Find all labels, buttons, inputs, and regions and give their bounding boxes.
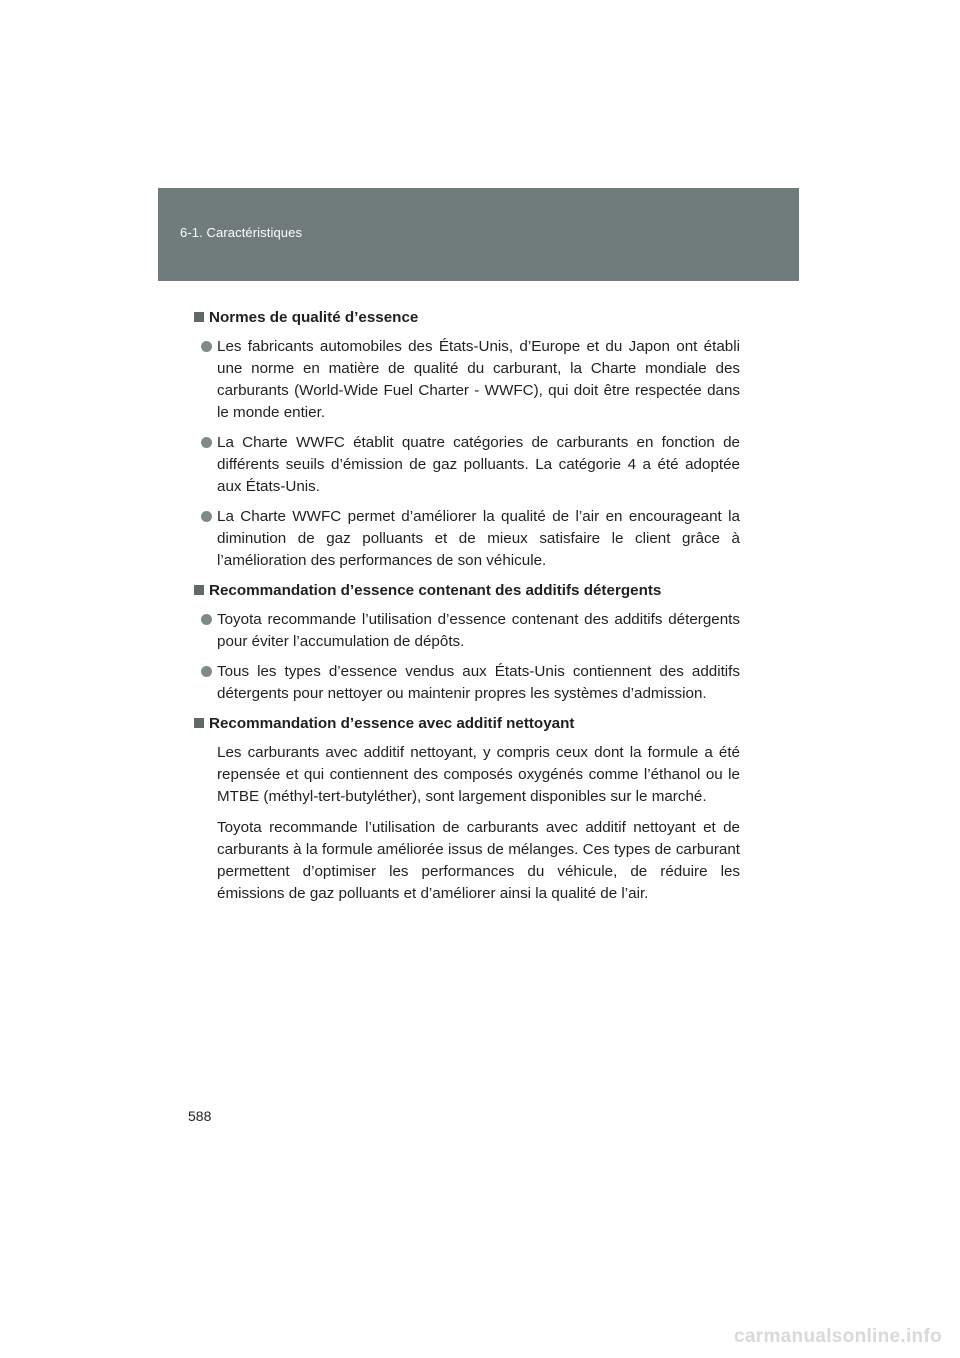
body-paragraph: Les carburants avec additif nettoyant, y compris ceux dont la formule a été repensée et qui contiennent des composés oxygénés comme l’éthanol ou le MTBE (méthyl-tert-butyléther), sont largement disponibles sur le marché. <box>217 744 740 805</box>
page-number: 588 <box>188 1108 212 1124</box>
bullet-text: Les fabricants automobiles des États-Unis, d’Europe et du Japon ont établi une norme en matière de qualité du carburant, la Charte mondiale des carburants (World-Wide Fuel Charter - WWFC), qui doit être respectée dans le monde entier. <box>217 338 740 421</box>
square-bullet-icon <box>194 718 204 728</box>
section-heading-text: Normes de qualité d’essence <box>209 309 419 326</box>
bullet-text: Toyota recommande l’utilisation d’essence contenant des additifs détergents pour éviter l’accumulation de dépôts. <box>217 611 740 650</box>
body-paragraph: Toyota recommande l’utilisation de carburants avec additif nettoyant et de carburants à la formule améliorée issus de mélanges. Ces types de carburant permettent d’optimiser les performances du véhicule, de réduire les émissions de gaz polluants et d’améliorer ainsi la qualité de l’air. <box>217 819 740 902</box>
circle-bullet-icon <box>201 511 212 522</box>
bullet-item <box>194 432 740 498</box>
chapter-header-band <box>158 188 799 281</box>
section-heading <box>194 713 740 735</box>
bullet-text: La Charte WWFC établit quatre catégories de carburants en fonction de différents seuils d’émission de gaz polluants. La catégorie 4 a été adoptée aux États-Unis. <box>217 434 740 495</box>
bullet-item <box>194 506 740 572</box>
page-content <box>194 307 740 914</box>
circle-bullet-icon <box>201 666 212 677</box>
watermark-text: carmanualsonline.info <box>734 1326 942 1347</box>
bullet-text: Tous les types d’essence vendus aux États-Unis contiennent des additifs détergents pour nettoyer ou maintenir propres les systèmes d’admission. <box>217 663 740 702</box>
section-heading-text: Recommandation d’essence contenant des additifs détergents <box>209 582 662 599</box>
section-heading-text: Recommandation d’essence avec additif nettoyant <box>209 715 575 732</box>
circle-bullet-icon <box>201 341 212 352</box>
bullet-item <box>194 609 740 653</box>
square-bullet-icon <box>194 585 204 595</box>
bullet-item <box>194 336 740 424</box>
section-heading <box>194 307 740 329</box>
square-bullet-icon <box>194 312 204 322</box>
section-title: 6-1. Caractéristiques <box>180 225 303 240</box>
circle-bullet-icon <box>201 614 212 625</box>
bullet-text: La Charte WWFC permet d’améliorer la qualité de l’air en encourageant la diminution de gaz polluants et de mieux satisfaire le client grâce à l’amélioration des performances de son véhicule. <box>217 508 740 569</box>
bullet-item <box>194 661 740 705</box>
section-heading <box>194 580 740 602</box>
circle-bullet-icon <box>201 437 212 448</box>
